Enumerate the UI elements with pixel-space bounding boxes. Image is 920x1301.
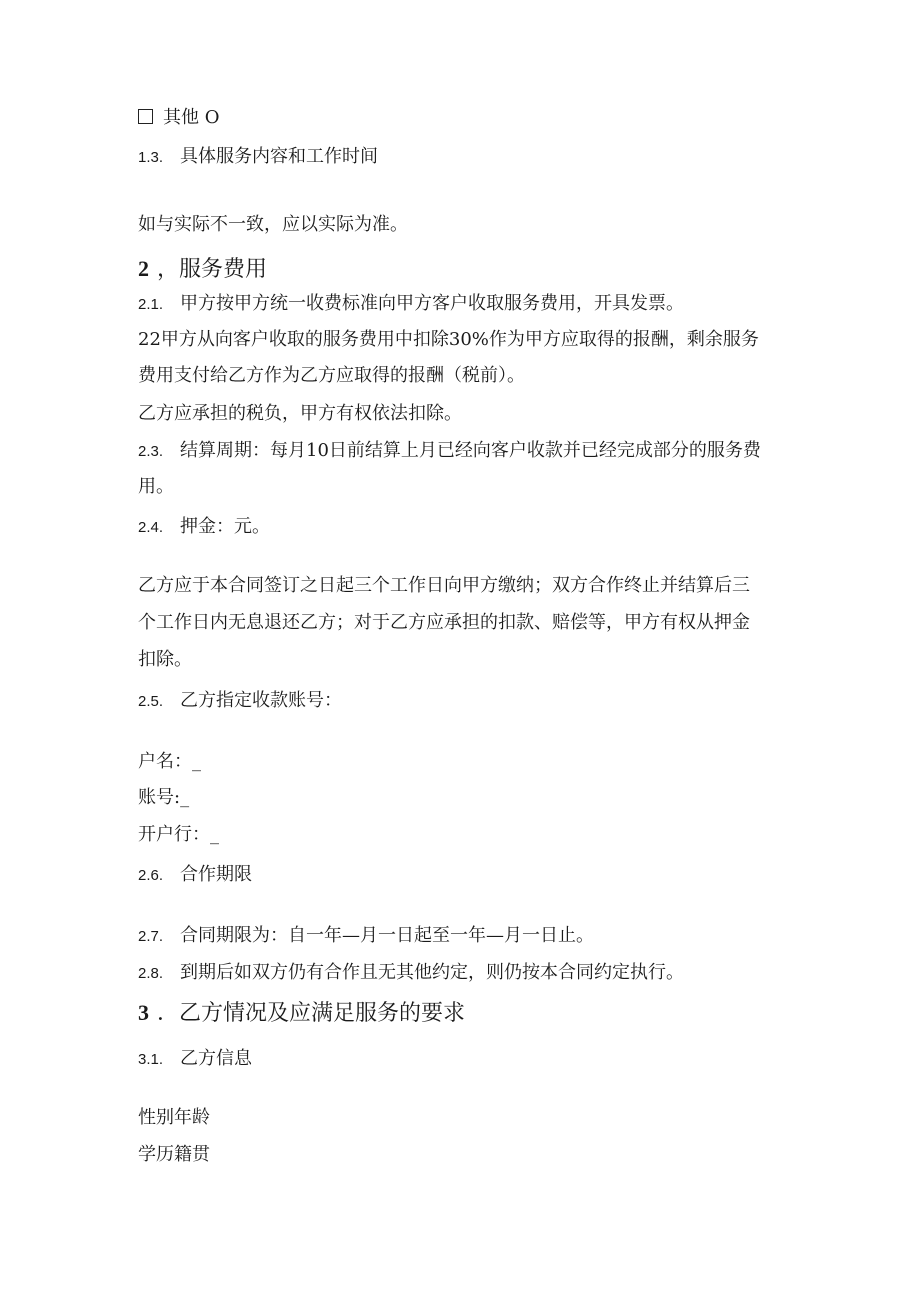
section-2-7 xyxy=(138,924,594,949)
paragraph-2-2-line-2: 费用支付给乙方作为乙方应取得的报酬（税前）。 xyxy=(138,365,525,386)
paragraph-actual: 如与实际不一致，应以实际为准。 xyxy=(138,214,408,235)
section-text: 合作期限 xyxy=(180,864,252,885)
paragraph-2-2-line-3: 乙方应承担的税负，甲方有权依法扣除。 xyxy=(138,403,462,424)
section-text: 结算周期：每月10日前结算上月已经向客户收款并已经完成部分的服务费 xyxy=(180,440,761,461)
heading-number: 2 xyxy=(138,256,149,281)
section-text: 具体服务内容和工作时间 xyxy=(180,146,378,167)
section-2-3 xyxy=(138,439,761,464)
heading-text: ．乙方情况及应满足服务的要求 xyxy=(157,1001,466,1026)
section-text: 押金：元。 xyxy=(180,516,270,537)
section-2-4 xyxy=(138,515,270,540)
section-text: 乙方指定收款账号： xyxy=(180,690,342,711)
paragraph-2-4-line-2: 个工作日内无息退还乙方；对于乙方应承担的扣款、赔偿等，甲方有权从押金 xyxy=(138,612,750,633)
section-2-8 xyxy=(138,961,684,986)
section-number: 2.6. xyxy=(138,867,164,884)
heading-2 xyxy=(138,254,267,285)
section-text: 到期后如双方仍有合作且无其他约定，则仍按本合同约定执行。 xyxy=(180,962,684,983)
account-name-field: 户名：_ xyxy=(138,751,201,772)
paragraph-2-4-line-1: 乙方应于本合同签订之日起三个工作日向甲方缴纳；双方合作终止并结算后三 xyxy=(138,575,750,596)
heading-number: 3 xyxy=(138,1000,149,1025)
section-number: 2.5. xyxy=(138,693,164,710)
section-number: 2.4. xyxy=(138,519,164,536)
section-number: 2.3. xyxy=(138,443,164,460)
section-number: 2.1. xyxy=(138,296,164,313)
section-2-6 xyxy=(138,863,252,888)
paragraph-2-2-line-1: 22甲方从向客户收取的服务费用中扣除30%作为甲方应取得的报酬，剩余服务 xyxy=(138,329,759,350)
section-text: 合同期限为：自一年—月一日起至一年—月一日止。 xyxy=(180,925,594,946)
account-number-field: 账号:_ xyxy=(138,787,190,808)
checkbox-icon[interactable] xyxy=(138,109,153,124)
section-number: 3.1. xyxy=(138,1051,164,1068)
paragraph-2-4-line-3: 扣除。 xyxy=(138,649,192,670)
option-other xyxy=(138,106,220,130)
account-bank-field: 开户行：_ xyxy=(138,824,219,845)
option-other-label: 其他 xyxy=(163,107,199,128)
option-other-tail: O xyxy=(204,107,220,128)
heading-text: ，服务费用 xyxy=(157,257,268,282)
section-3-1 xyxy=(138,1047,252,1072)
section-number: 1.3. xyxy=(138,149,164,166)
info-gender-age: 性别年龄 xyxy=(138,1107,210,1128)
info-education-origin: 学历籍贯 xyxy=(138,1144,210,1165)
section-number: 2.7. xyxy=(138,928,164,945)
section-text: 甲方按甲方统一收费标准向甲方客户收取服务费用，开具发票。 xyxy=(180,293,684,314)
heading-3 xyxy=(138,998,465,1029)
section-1-3 xyxy=(138,145,378,170)
section-2-3-cont: 用。 xyxy=(138,476,174,497)
section-number: 2.8. xyxy=(138,965,164,982)
section-text: 乙方信息 xyxy=(180,1048,252,1069)
section-2-5 xyxy=(138,689,342,714)
section-2-1 xyxy=(138,292,684,317)
